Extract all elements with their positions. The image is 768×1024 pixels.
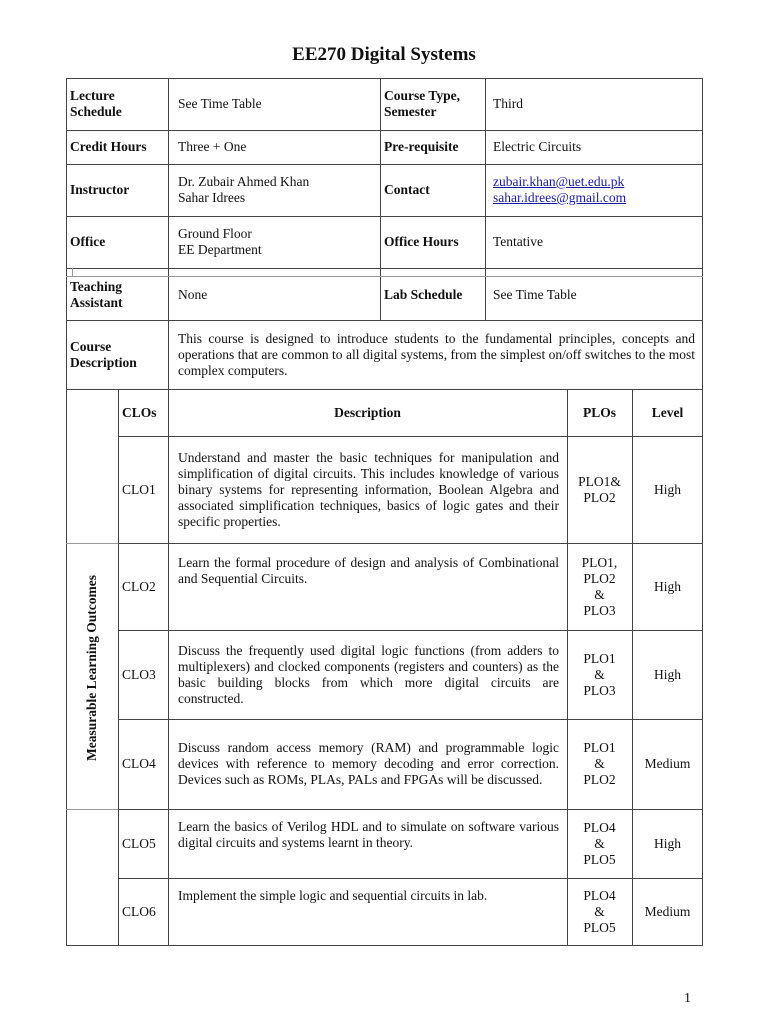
clo-level: High [654, 481, 681, 497]
clo-description: Implement the simple logic and sequential circuits in lab. [178, 888, 488, 903]
clo-plo: PLO4 & PLO5 [583, 819, 616, 867]
clo-id: CLO1 [122, 481, 156, 497]
course-type-label: Course Type, Semester [384, 88, 461, 119]
lecture-schedule-label: Lecture Schedule [70, 88, 122, 119]
clo-description: Learn the formal procedure of design and analysis of Combinational and Sequential Circuits. [178, 555, 559, 586]
clo-description: Learn the basics of Verilog HDL and to simulate on software various digital circuits and systems learnt in theory. [178, 819, 559, 850]
lecture-schedule-value: See Time Table [178, 96, 262, 111]
clo-level: High [654, 578, 681, 594]
lab-schedule-label: Lab Schedule [384, 287, 463, 302]
contact-email-link[interactable]: sahar.idrees@gmail.com [493, 190, 627, 205]
contact-value [489, 164, 703, 216]
credit-hours-label: Credit Hours [70, 139, 147, 154]
office-line: EE Department [178, 242, 262, 257]
clo-description: Discuss random access memory (RAM) and programmable logic devices with reference to memory decoding and error correction. Devices such as ROMs, PLAs, PALs and FPGAs will be discussed. [178, 740, 559, 787]
office-hours-label: Office Hours [384, 234, 459, 249]
page-title: EE270 Digital Systems [292, 44, 476, 65]
contact-email-link[interactable]: zubair.khan@uet.edu.pk [493, 174, 625, 189]
instructor-name: Dr. Zubair Ahmed Khan [178, 174, 310, 189]
course-type-value: Third [493, 96, 523, 111]
clo-plo: PLO1& PLO2 [578, 473, 621, 505]
ta-label: Teaching Assistant [70, 279, 123, 310]
clo-plo: PLO1, PLO2 & PLO3 [581, 554, 618, 618]
clo-id: CLO2 [122, 578, 156, 594]
clo-level: High [654, 835, 681, 851]
prereq-label: Pre-requisite [384, 139, 459, 154]
office-value [174, 216, 380, 268]
description-header: Description [334, 404, 401, 420]
prereq-value: Electric Circuits [493, 139, 582, 154]
office-line: Ground Floor [178, 226, 252, 241]
instructor-label: Instructor [70, 182, 130, 197]
clo-id: CLO4 [122, 756, 156, 771]
clo-description: Discuss the frequently used digital logic functions (from adders to multiplexers) and clocked components (registers and counters) as the basic building blocks from which more digital circuits are constructed. [178, 642, 559, 706]
credit-hours-value: Three + One [178, 139, 247, 154]
instructor-name: Sahar Idrees [178, 190, 246, 205]
clo-plo: PLO1 & PLO3 [583, 650, 616, 698]
clo-id: CLO5 [122, 835, 156, 851]
page-number: 1 [684, 991, 691, 1006]
ta-value: None [178, 287, 208, 302]
clo-plo: PLO4 & PLO5 [583, 888, 616, 935]
clo-description: Understand and master the basic techniques for manipulation and simplification of digital circuits. This includes knowledge of various binary systems for representing information, Boolean Algebra and associated simplification techniques, basics of logic gates and their specific properties. [178, 449, 559, 529]
clo-id: CLO6 [122, 904, 156, 919]
office-label: Office [70, 234, 106, 249]
clo-level: High [654, 666, 681, 682]
measurable-outcomes-label: Measurable Learning Outcomes [84, 575, 100, 761]
course-description-label: Course Description [70, 339, 137, 370]
clo-id: CLO3 [122, 666, 156, 682]
clo-level: Medium [644, 904, 691, 919]
lab-schedule-value: See Time Table [493, 287, 577, 302]
contact-label: Contact [384, 182, 430, 197]
course-description-text: This course is designed to introduce students to the fundamental principles, concepts and operations that are common to all digital systems, from the simplest on/off switches to the most complex computers. [178, 331, 695, 378]
office-hours-value: Tentative [493, 234, 544, 249]
level-header: Level [651, 404, 684, 420]
instructor-value [174, 164, 380, 216]
clo-plo: PLO1 & PLO2 [583, 740, 616, 787]
plos-header: PLOs [582, 404, 616, 420]
clo-header: CLOs [122, 404, 157, 420]
clo-level: Medium [644, 756, 691, 771]
